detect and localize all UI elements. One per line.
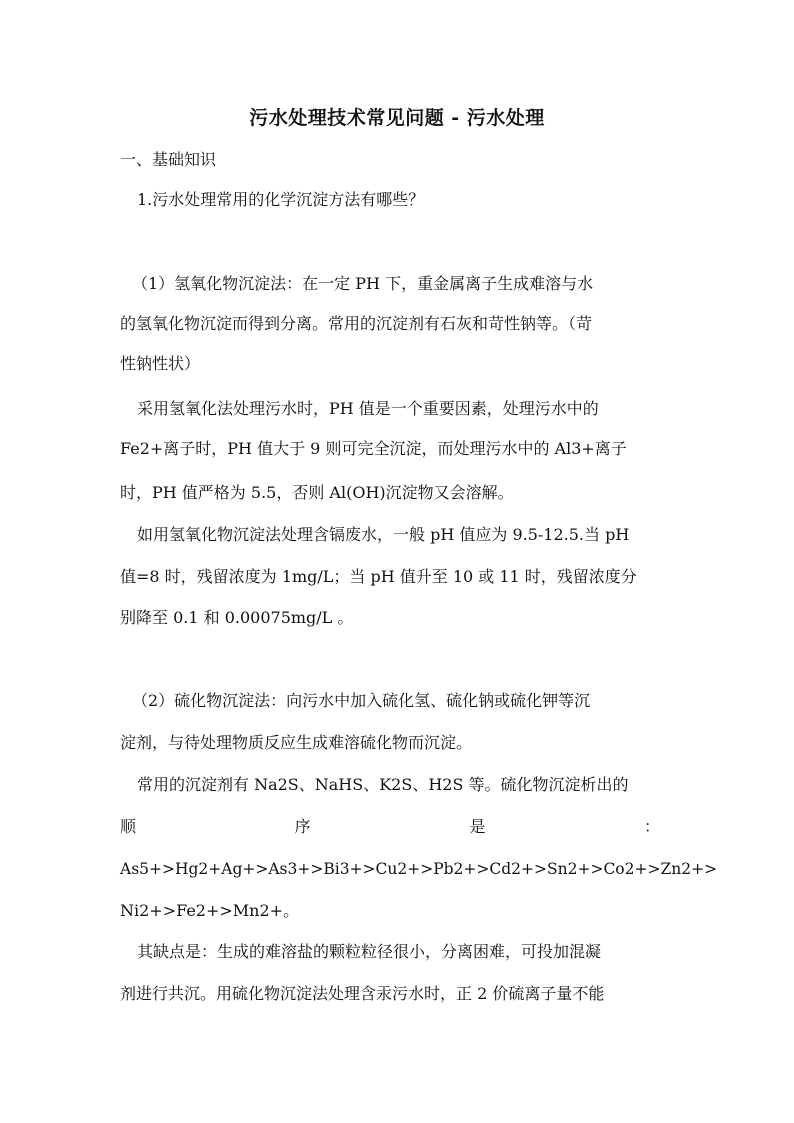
text-line: 常用的沉淀剂有 Na2S、NaHS、K2S、H2S 等。硫化物沉淀析出的 [137, 775, 629, 794]
word: 顺 [120, 817, 137, 836]
text-line: 值=8 时，残留浓度为 1mg/L；当 pH 值升至 10 或 11 时，残留浓度分 [120, 567, 637, 586]
text-line: 性钠性状） [120, 354, 201, 373]
text-line: 剂进行共沉。用硫化物沉淀法处理含汞污水时，正 2 价硫离子量不能 [120, 984, 605, 1003]
text-line: As5+>Hg2+Ag+>As3+>Bi3+>Cu2+>Pb2+>Cd2+>Sn2+>Co2+>Zn2+> [120, 860, 718, 878]
text-line: （2）硫化物沉淀法：向污水中加入硫化氢、硫化钠或硫化钾等沉 [132, 691, 591, 710]
text-line: 淀剂，与待处理物质反应生成难溶硫化物而沉淀。 [120, 733, 473, 752]
word: ： [643, 817, 660, 836]
text-line: Fe2+离子时，PH 值大于 9 则可完全沉淀，而处理污水中的 Al3+离子 [120, 439, 627, 458]
justified-line [120, 815, 660, 839]
text-line: 的氢氧化物沉淀而得到分离。常用的沉淀剂有石灰和苛性钠等。（苛 [120, 314, 593, 333]
text-line: 其缺点是：生成的难溶盐的颗粒粒径很小，分离困难，可投加混凝 [137, 942, 602, 961]
text-line: 采用氢氧化法处理污水时，PH 值是一个重要因素，处理污水中的 [137, 399, 599, 418]
text-line: 如用氢氧化物沉淀法处理含镉废水，一般 pH 值应为 9.5-12.5.当 pH [137, 525, 630, 544]
text-line: 时，PH 值严格为 5.5，否则 Al(OH)沉淀物又会溶解。 [120, 483, 514, 502]
word: 是 [469, 817, 486, 836]
question-heading: 1.污水处理常用的化学沉淀方法有哪些？ [137, 190, 425, 209]
section-heading: 一、基础知识 [120, 150, 217, 169]
text-line: Ni2+>Fe2+>Mn2+。 [120, 901, 300, 920]
text-line: （1）氢氧化物沉淀法：在一定 PH 下，重金属离子生成难溶与水 [132, 274, 594, 293]
text-line: 别降至 0.1 和 0.00075mg/L 。 [120, 608, 354, 627]
document-title: 污水处理技术常见问题 - 污水处理 [249, 107, 545, 129]
word: 序 [294, 817, 311, 836]
